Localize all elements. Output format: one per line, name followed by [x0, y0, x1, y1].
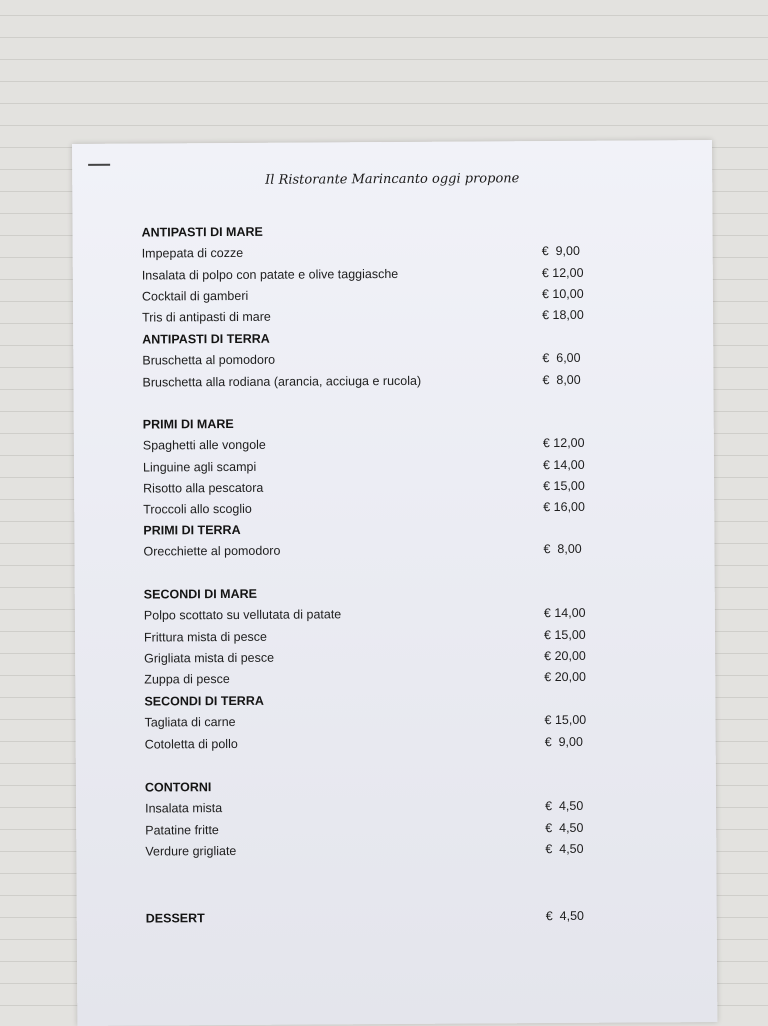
section-heading: PRIMI DI MARE: [142, 416, 234, 432]
menu-item-name: Tagliata di carne: [144, 714, 236, 730]
menu-item-name: Tris di antipasti di mare: [142, 309, 271, 325]
menu-item-price: € 14,00: [543, 605, 586, 621]
menu-item-name: Risotto alla pescatora: [143, 480, 264, 496]
menu-item-price: € 20,00: [544, 648, 586, 664]
menu-sheet: [72, 140, 717, 1026]
menu-item-name: Spaghetti alle vongole: [142, 437, 266, 453]
menu-item-name: Grigliata mista di pesce: [144, 650, 275, 666]
section-heading: SECONDI DI MARE: [143, 586, 258, 602]
menu-item-price: € 12,00: [542, 435, 585, 451]
menu-item-name: Verdure grigliate: [145, 843, 237, 859]
section-heading: SECONDI DI TERRA: [144, 693, 264, 709]
menu-item-price: € 4,50: [545, 820, 584, 836]
menu-item-price: € 14,00: [542, 457, 585, 473]
menu-item-price: € 12,00: [541, 265, 584, 281]
menu-item-name: Zuppa di pesce: [144, 672, 230, 687]
menu-title: Il Ristorante Marincanto oggi propone: [265, 171, 520, 188]
section-heading: DESSERT: [145, 911, 205, 926]
menu-item-price: € 8,00: [543, 541, 582, 557]
menu-item-name: Polpo scottato su vellutata di patate: [143, 607, 342, 623]
menu-item-name: Linguine agli scampi: [142, 459, 257, 475]
section-heading: ANTIPASTI DI TERRA: [142, 331, 270, 347]
menu-item-price: € 15,00: [543, 478, 585, 494]
section-heading: CONTORNI: [144, 780, 212, 795]
menu-item-price: € 10,00: [541, 286, 584, 302]
menu-item-name: Bruschetta al pomodoro: [142, 352, 276, 368]
menu-item-price: € 4,50: [545, 841, 584, 857]
section-heading: ANTIPASTI DI MARE: [141, 224, 263, 240]
section-price: € 4,50: [545, 908, 585, 924]
menu-item-name: Troccoli allo scoglio: [143, 501, 252, 517]
menu-item-name: Insalata mista: [145, 801, 223, 816]
menu-item-name: Impepata di cozze: [141, 245, 244, 261]
section-heading: PRIMI DI TERRA: [143, 522, 241, 538]
menu-item-price: € 15,00: [544, 712, 587, 728]
menu-item-name: Patatine fritte: [145, 823, 219, 838]
menu-item-price: € 16,00: [543, 499, 585, 515]
menu-item-name: Cocktail di gamberi: [141, 288, 249, 304]
menu-item-name: Bruschetta alla rodiana (arancia, acciuga e rucola): [142, 373, 422, 390]
menu-list: [72, 140, 717, 1026]
menu-item-price: € 4,50: [545, 798, 584, 814]
menu-item-name: Insalata di polpo con patate e olive taggiasche: [141, 266, 399, 283]
menu-item-price: € 15,00: [543, 627, 586, 643]
menu-item-price: € 6,00: [542, 350, 581, 366]
menu-item-name: Cotoletta di pollo: [144, 736, 238, 752]
menu-item-price: € 18,00: [542, 307, 584, 323]
menu-item-name: Frittura mista di pesce: [143, 629, 268, 645]
menu-item-name: Orecchiette al pomodoro: [143, 543, 281, 559]
menu-item-price: € 20,00: [544, 669, 587, 685]
menu-item-price: € 9,00: [541, 243, 580, 259]
menu-item-price: € 9,00: [544, 734, 583, 750]
menu-item-price: € 8,00: [542, 372, 581, 388]
